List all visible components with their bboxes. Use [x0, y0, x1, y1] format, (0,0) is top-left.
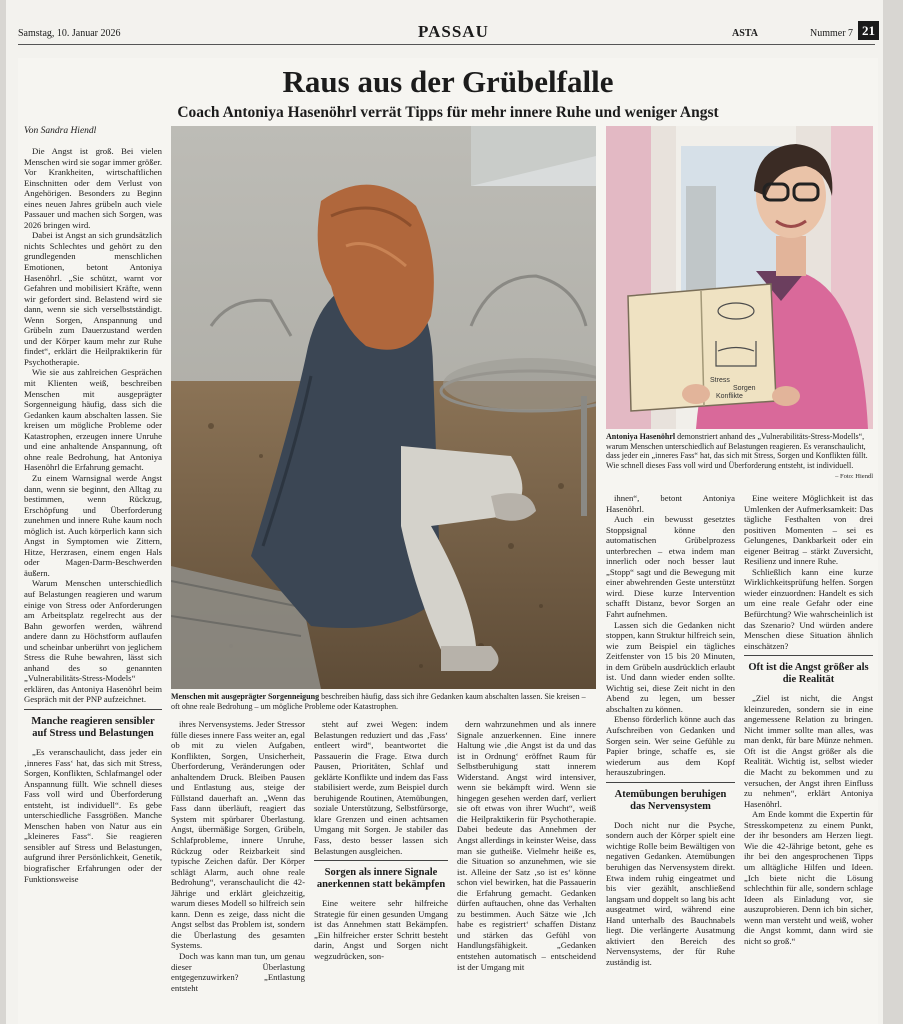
section-subheading: Manche reagieren sensibler auf Stress und Belastungen: [31, 715, 155, 739]
article-headline: Raus aus der Grübelfalle: [282, 64, 614, 99]
portrait-photo: [606, 126, 873, 429]
body-paragraph: Warum Menschen unterschiedlich auf Belastungen reagieren und warum einige von Stress oder Anforderungen am Arbeitsplatz regelrecht aus der Bahn geworfen werden, während andere dann zu Höchstform auflaufen und scheinbar unberührt von jeglichem Stress die Ruhe bewahren, lässt sich anhand des so genannten „Vulnerabilitäts-Stress-Models“ erklären, das Antoniya Hasenöhrl beim Gespräch mit der PNP aufzeichnet.: [24, 578, 162, 705]
main-caption-text: beschreiben häufig, dass sich ihre Gedanken kaum abschalten lassen. Sie kreisen – oft ohne reale Bedrohung – um mögliche Probleme oder Katastrophen.: [171, 692, 586, 711]
masthead-date: Samstag, 10. Januar 2026: [18, 28, 121, 39]
body-paragraph: Auch ein bewusst gesetztes Stoppsignal könne den automatischen Grübelprozess unterbrechen – etwa indem man innerlich oder noch besser laut „Stopp“ sagt und die Bewegung mit einer abwehrenden Geste unterstützt wird. Diese kurze Intervention schafft Distanz, bevor Sorgen an Fahrt aufnehmen.: [606, 514, 735, 620]
main-caption-lead: Menschen mit ausgeprägter Sorgenneigung: [171, 692, 320, 701]
article-area: [18, 58, 878, 1024]
body-paragraph: „Ziel ist nicht, die Angst kleinzureden, sondern sie in eine angemessene Relation zu bringen. Nicht immer sollte man alles, was man denkt, für bare Münze nehmen. Oft ist die Angst größer als die Realität. Wichtig ist, selbst wieder die Macht zu bekommen und zu versuchen, der Angst ihren Einfluss zu nehmen“, erklärt Antoniya Hasenöhrl.: [744, 693, 873, 809]
masthead-section: ASTA: [732, 28, 758, 39]
portrait-caption: [606, 432, 873, 482]
body-paragraph: Wie sie aus zahlreichen Gesprächen mit Klienten weiß, beschreiben Menschen mit ausgeprägter Sorgenneigung häufig, dass sich die Gedanken kaum abschalten lassen. Sie kreisen um mögliche Probleme oder Katastrophen, erzeugen innere Unruhe und eine anhaltende Anspannung, oft ohne reale Bedrohung, hat Antoniya Hasenöhrl die Erfahrung gemacht.: [24, 367, 162, 473]
body-paragraph: Ebenso förderlich könne auch das Aufschreiben von Gedanken und Sorgen sein. Wer seine Gefühle zu Papier bringe, schaffe es, sie wiederum aus dem Kopf herauszubringen.: [606, 714, 735, 778]
body-paragraph: Eine weitere Möglichkeit ist das Umlenken der Aufmerksamkeit: Das tägliche Festhalten von drei positiven Momenten – sei es Gelungenes, Dankbarkeit oder ein eigener Beitrag – stärkt Zuversicht, Resilienz und innere Ruhe.: [744, 493, 873, 567]
portrait-caption-text: demonstriert anhand des „Vulnerabilitäts-Stress-Modells“, warum Menschen unterschiedlich auf Belastungen reagieren. Es veranschaulicht, dass jeder ein „inneres Fass“ hat, das sich mit Stress, Sorgen und Konflikten füllt. Wie schnell dieses Fass voll wird und Überforderung entsteht, ist individuell.: [606, 432, 868, 470]
drawing-word-2: Sorgen: [733, 385, 756, 392]
body-paragraph: Dabei ist Angst an sich grundsätzlich nichts Schlechtes und gehört zu den grundlegenden menschlichen Emotionen, betont Antoniya Hasenöhrl. „Sie schützt, warnt vor Gefahren und mobilisiert Kräfte, wenn wir gefordert sind. Belastend wird sie dann, wenn sie sich verselbstständigt. Wenn Sorgen, Anspannung und Grübeln zum Dauerzustand werden und der Körper kaum mehr zur Ruhe findet“, erklärt die Heilpraktikerin für Psychotherapie.: [24, 230, 162, 367]
column-6: [744, 493, 873, 1021]
masthead-city: PASSAU: [418, 22, 489, 41]
section-subheading: Sorgen als innere Signale anerkennen statt bekämpfen: [316, 867, 446, 891]
page-number: 21: [858, 21, 879, 40]
body-paragraph: ihres Nervensystems. Jeder Stressor fülle dieses innere Fass weiter an, egal ob mit zu vielen Aufgaben, Konflikten, Sorgen, Unsicherheit, Überforderung, Veränderungen oder anhaltendem Druck. Bleiben Pausen und Entlastung aus, steige der Füllstand dauerhaft an. „Wenn das Fass dann überläuft, reagiert das System mit spürbarer Überlastung. Angst, übermäßige Sorgen, Grübeln, Schlafprobleme, innere Unruhe, Rückzug oder Reizbarkeit sind typische Zeichen dafür. Der Körper schlägt Alarm, auch ohne reale Bedrohung“, veranschaulicht die 42-Jährige und erklärt gleichzeitig, warum dieses Modell so hilfreich sein kann. Denn es zeige, dass nicht die Angst selbst das Problem ist, sondern die Überlastung des gesamten Systems.: [171, 719, 305, 951]
column-1: [24, 146, 162, 1021]
body-paragraph: Die Angst ist groß. Bei vielen Menschen wird sie sogar immer größer. Vor Krankheiten, wirtschaftlichen Einschnitten oder dem Verlust von Angehörigen. Besonders zu Beginn eines neuen Jahres grübeln auch viele Passauer und machen sich Sorgen, was 2026 bringen wird.: [24, 146, 162, 230]
body-paragraph: steht auf zwei Wegen: indem Belastungen reduziert und das ‚Fass‘ entleert wird“, beantwortet die Passauerin die Frage. Etwa durch Pausen, Prioritäten, Schlaf und geklärte Konflikte und indem das Fass stabilisiert werde, zum Beispiel durch beruhigende Routinen, Atemübungen, soziale Unterstützung, Selbstfürsorge, klare Grenzen und einen achtsamen Umgang mit Sorgen. Je stabiler das Fass, desto besser lassen sich Belastungen ausgleichen.: [314, 719, 448, 856]
photo-credit: – Foto: Hiendl: [835, 473, 873, 481]
subheading-rule: [744, 655, 873, 656]
main-photo-caption: [171, 692, 596, 711]
subheading-rule: [24, 709, 162, 710]
body-paragraph: Doch nicht nur die Psyche, sondern auch der Körper spielt eine wichtige Rolle beim Bewältigen von negativen Gedanken. Atemübungen beruhigen das Nervensystem direkt. Etwa indem ruhig eingeatmet und bis vier gezählt, anschließend langsam und doppelt so lang bis acht ausgeatmet wird, während eine Hand unterhalb des Bauchnabels liegt. Die verlängerte Ausatmung aktiviert den Bereich des Nervensystems, der für Ruhe zuständig ist.: [606, 819, 735, 967]
main-photo-image: [171, 126, 596, 689]
column-4: [457, 719, 596, 1021]
body-paragraph: „Es veranschaulicht, dass jeder ein ‚inneres Fass‘ hat, das sich mit Stress, Sorgen, Konflikten, Schlafmangel oder Anspannung füllt. Wie schnell dieses Fass voll wird und Überforderung entsteht, ist individuell“. Es gebe unterschiedliche Fassgrößen. Manche Menschen haben von Natur aus ein „kleineres Fass“. Sie reagieren sensibler auf Stress und Belastungen, aufgrund ihrer Persönlichkeit, Genetik, biografischer Erfahrungen oder der Funktionsweise: [24, 746, 162, 884]
subheading-rule: [606, 782, 735, 783]
masthead-issue: Nummer 7: [810, 28, 854, 39]
article-byline: Von Sandra Hiendl: [24, 126, 97, 136]
body-paragraph: Doch was kann man tun, um genau dieser Überlastung entgegenzuwirken? „Entlastung entsteht: [171, 951, 305, 993]
column-2: [171, 719, 305, 1021]
column-5: [606, 493, 735, 1021]
body-paragraph: dern wahrzunehmen und als innere Signale anzuerkennen. Eine innere Haltung wie ‚die Angst ist da und das ist in Ordnung‘ eröffnet Raum für Selbstberuhigung statt innerem Widerstand. Angst wird intensiver, wenn sie bekämpft wird. Wenn sie hingegen gesehen werden darf, verliert sie oft etwas von ihrer Wucht“, weiß die Heilpraktikerin für Psychotherapie. Dabei bedeute das Annehmen der Angst allerdings in keinster Weise, dass man sie gutheiße. Vielmehr heiße es, die Situation so anzunehmen, wie sie ist. Alleine der Satz ‚so ist es‘ könne schon viel bewirken, hat die Passauerin die Erfahrung gemacht. Gedanken dürfen auftauchen, ohne das Verhalten zu bestimmen. Auch Sätze wie ‚Ich habe es registriert‘ schaffen Distanz und stärken das Gefühl von Handlungsfähigkeit. „Gedanken entstehen automatisch – entscheidend ist der Umgang mit: [457, 719, 596, 972]
section-subheading: Oft ist die Angst größer als die Realität: [748, 662, 869, 686]
section-subheading: Atemübungen beruhigen das Nervensystem: [614, 788, 727, 812]
body-paragraph: Eine weitere sehr hilfreiche Strategie für einen gesunden Umgang ist das Annehmen statt Bekämpfen. „Ein hilfreicher erster Schritt besteht darin, Angst und Sorgen nicht wegzudrücken, son-: [314, 898, 448, 961]
masthead: [18, 20, 875, 45]
newspaper-page: [6, 0, 883, 1024]
body-paragraph: Schließlich kann eine kurze Wirklichkeitsprüfung helfen. Sorgen wieder einzuordnen: Handelt es sich um eine reale Gefahr oder eine Befürchtung? Wie wahrscheinlich ist das Szenario? Und würden andere Menschen diese Situation ähnlich einschätzen?: [744, 566, 873, 651]
subheading-rule: [314, 860, 448, 861]
article-subhead: Coach Antoniya Hasenöhrl verrät Tipps für mehr innere Ruhe und weniger Angst: [177, 104, 719, 121]
portrait-photo-image: [606, 126, 873, 429]
portrait-caption-lead: Antoniya Hasenöhrl: [606, 432, 676, 441]
column-3: [314, 719, 448, 1021]
body-paragraph: ihnen“, betont Antoniya Hasenöhrl.: [606, 493, 735, 514]
body-paragraph: Am Ende kommt die Expertin für Stresskompetenz zu einem Punkt, der ihr besonders am Herzen liegt. Wie die 42-Jährige betont, gehe es ihr bei den angesprochenen Tipps um alltägliche Hilfen und Ideen. „Ich biete nicht die Lösung schlechthin für alle, sondern schlage Ideen als Einladung vor, sie auszuprobieren. Denn ich bin sicher, wenn man versteht und weiß, woher die Angst kommt, dann wird sie nicht so groß.“: [744, 809, 873, 946]
body-paragraph: Lassen sich die Gedanken nicht stoppen, kann Struktur hilfreich sein, wie zum Beispiel ein tägliches Zeitfenster von 15 bis 20 Minuten, in dem Grübeln ausdrücklich erlaubt ist. Und dann wieder enden sollte. Wichtig sei, diese Zeit nicht in den Abend zu legen, um besser abschalten zu können.: [606, 619, 735, 714]
drawing-word-3: Konflikte: [716, 393, 743, 400]
drawing-word-1: Stress: [710, 377, 730, 384]
body-paragraph: Zu einem Warnsignal werde Angst dann, wenn sie beginnt, den Alltag zu bestimmen, wenn Rückzug, Erschöpfung und Überforderung zunehmen und innere Ruhe kaum noch möglich ist. Auch körperlich kann sich Angst in Symptomen wie Zittern, Hitze, Herzrasen, einem engen Hals oder Magen-Darm-Beschwerden äußern.: [24, 472, 162, 578]
main-photo: [171, 126, 596, 689]
